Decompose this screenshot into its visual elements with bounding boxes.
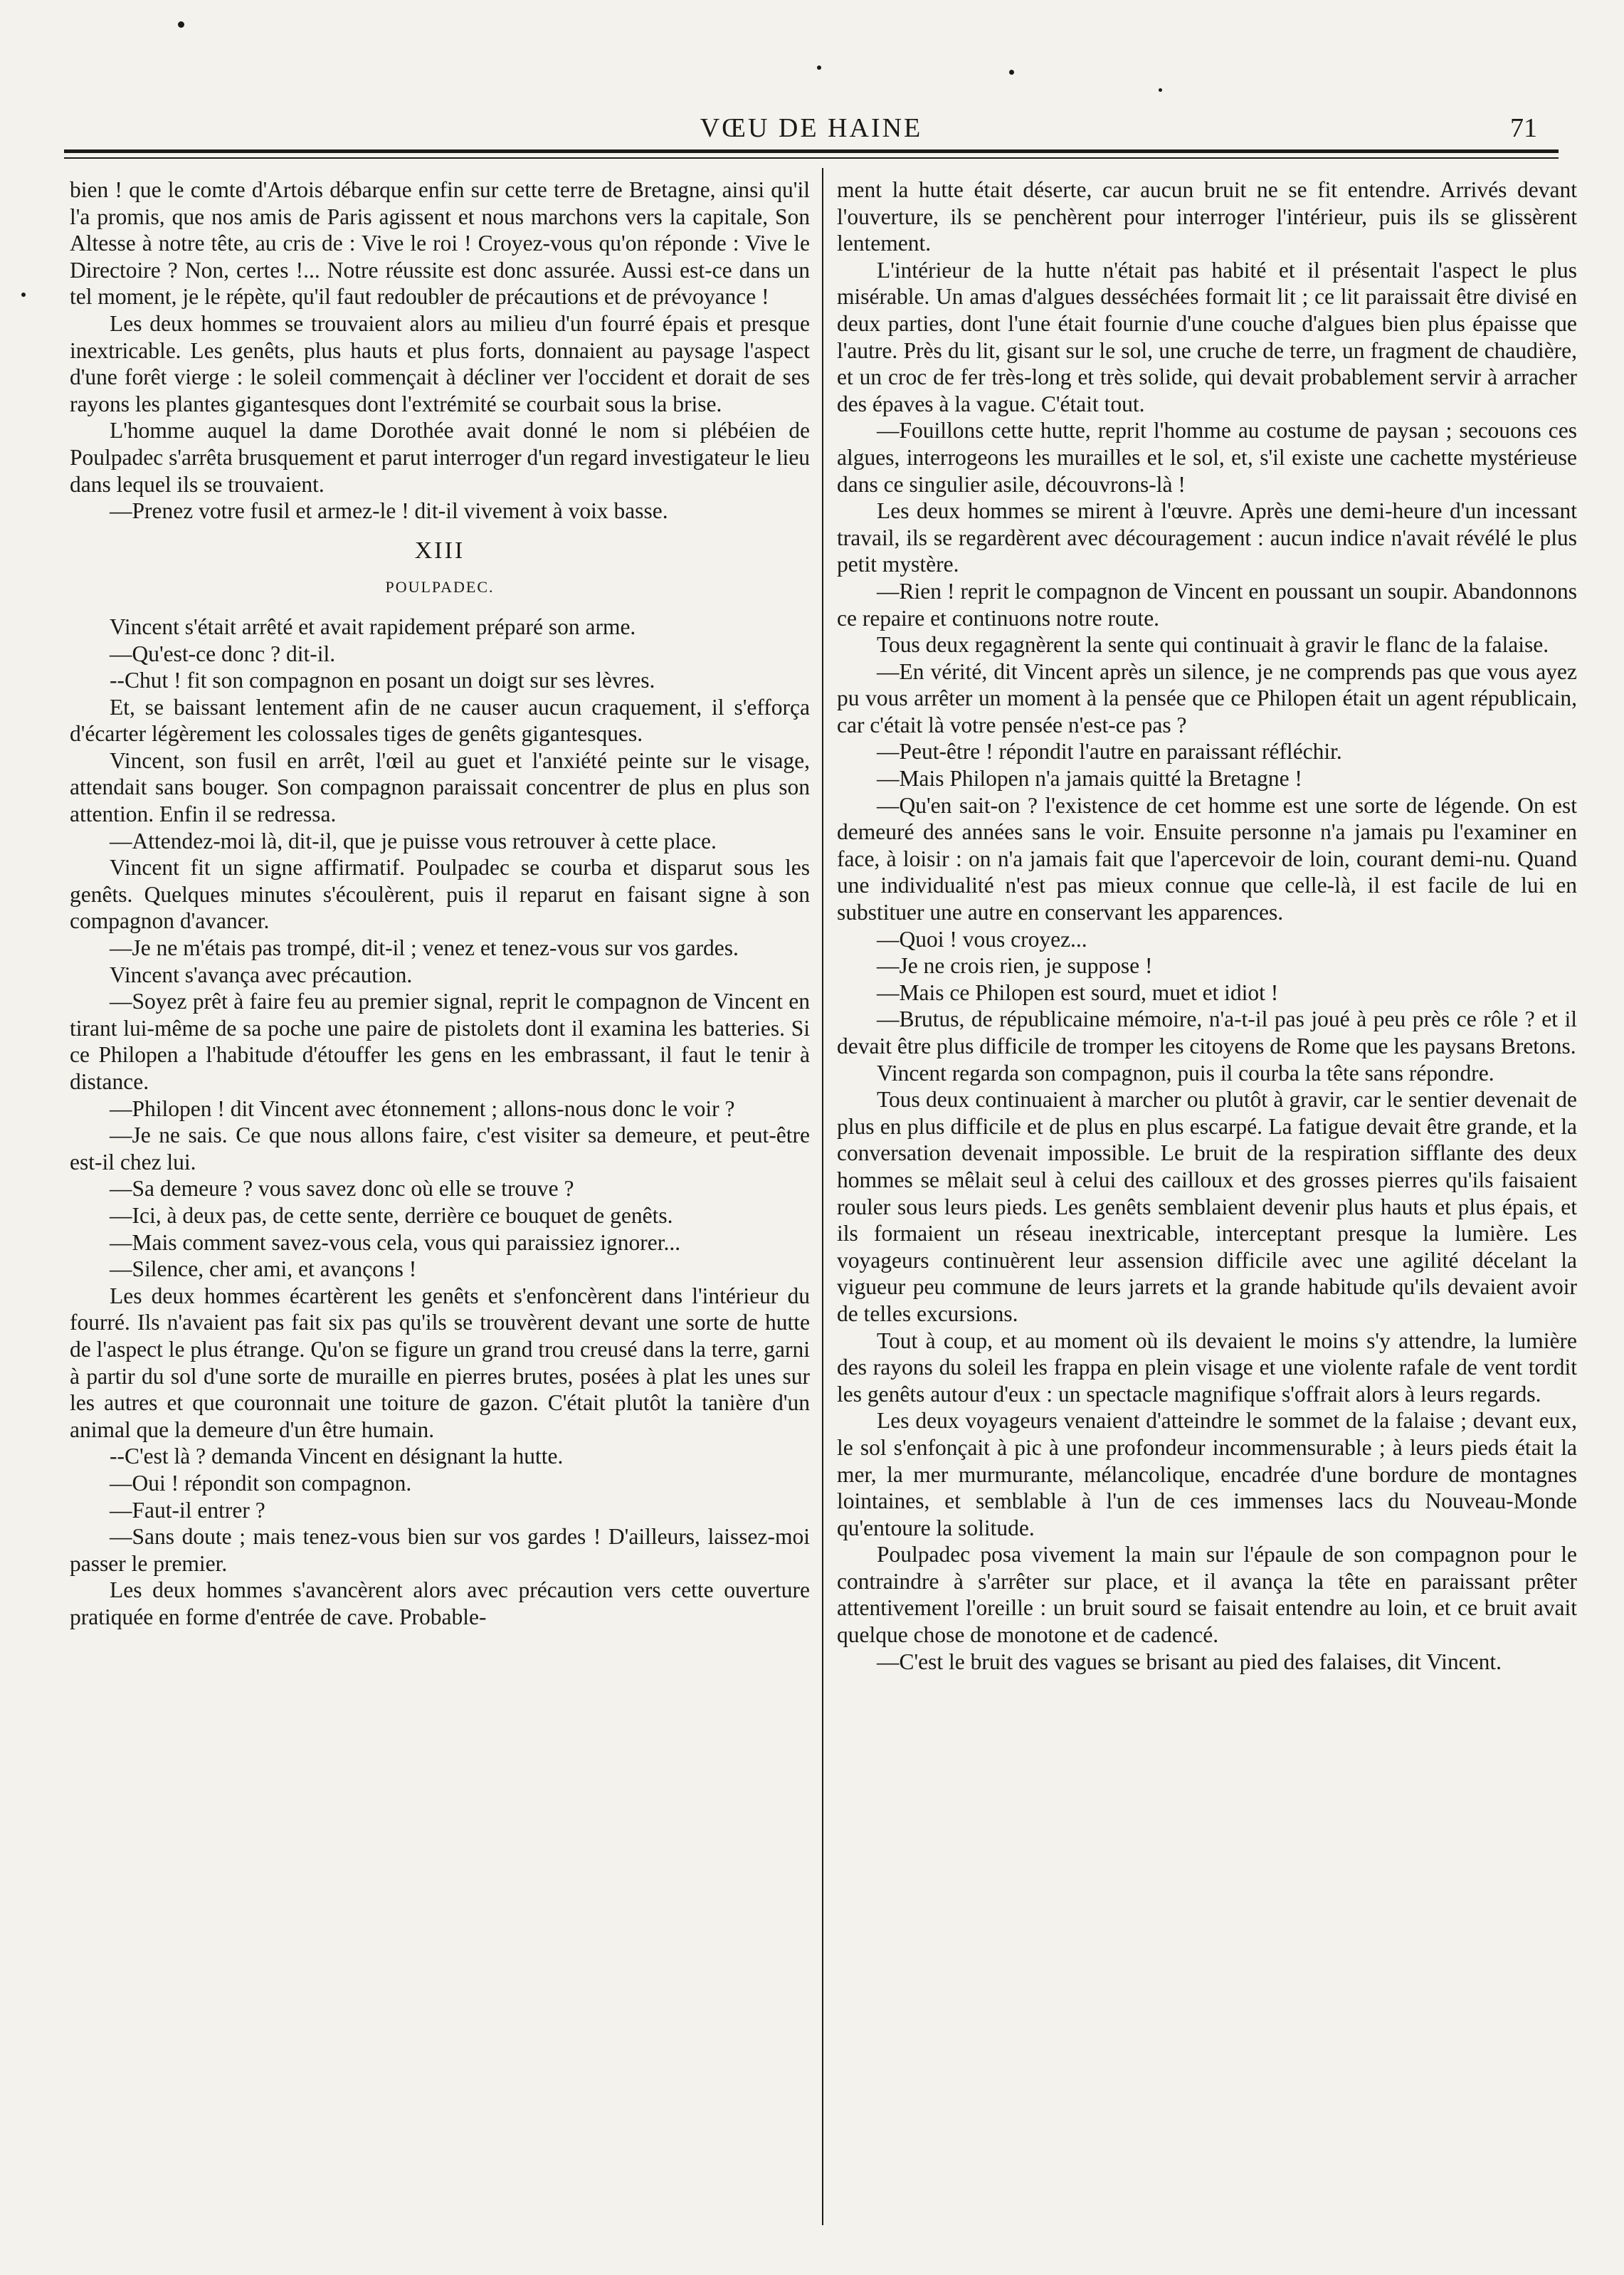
paragraph: —Rien ! reprit le compagnon de Vincent en poussant un soupir. Abandonnons ce repaire et continuons notre route. (837, 578, 1577, 631)
print-speck (1159, 88, 1162, 92)
paragraph: —Prenez votre fusil et armez-le ! dit-il vivement à voix basse. (110, 498, 668, 524)
right-column (837, 177, 1577, 1675)
paragraph: Vincent fit un signe affirmatif. Poulpadec se courba et disparut sous les genêts. Quelques minutes s'écoulèrent, puis il reparut en faisant signe à son compagnon d'avancer. (70, 855, 810, 934)
paragraph: Tout à coup, et au moment où ils devaient le moins s'y attendre, la lumière des rayons du soleil les frappa en plein visage et une violente rafale de vent tordit les genêts autour d'eux : un spectacle magnifique s'offrait alors à leurs regards. (837, 1328, 1577, 1407)
paragraph: Tous deux regagnèrent la sente qui continuait à gravir le flanc de la falaise. (877, 632, 1549, 658)
paragraph: —Qu'est-ce donc ? dit-il. (110, 641, 336, 666)
paragraph: Tous deux continuaient à marcher ou plutôt à gravir, car le sentier devenait de plus en plus difficile et de plus en plus escarpé. La fatigue devait être grande, et la conversation devenait impossible. Le bruit de la respiration sifflante des deux hommes se mêlait seul à celui des cailloux et des grosses pierres qu'ils faisaient rouler sous leurs pieds. Les genêts semblaient devenir plus hauts et plus épais, et ils formaient un réseau inextricable, interceptant presque la lumière. Les voyageurs continuèrent leur assension difficile avec une agilité décelant la vigueur peu commune de leurs jarrets et la grande habitude qu'ils devaient avoir de telles excursions. (837, 1087, 1577, 1326)
paragraph: --Chut ! fit son compagnon en posant un doigt sur ses lèvres. (110, 668, 655, 693)
paragraph: —Quoi ! vous croyez... (877, 926, 1087, 952)
paragraph: Les deux hommes écartèrent les genêts et s'enfoncèrent dans l'intérieur du fourré. Ils n'avaient pas fait six pas qu'ils se trouvèrent devant une sorte de hutte de l'aspect le plus étrange. Qu'on se figure un grand trou creusé dans la terre, garni à partir du sol d'une sorte de muraille en pierres brutes, posées à plat les unes sur les autres et que couronnait une toiture de gazon. C'était plutôt la tanière d'un animal que la demeure d'un être humain. (70, 1283, 810, 1442)
paragraph: Les deux hommes se trouvaient alors au milieu d'un fourré épais et presque inextricable. Les genêts, plus hauts et plus forts, donnaient au paysage l'aspect d'une forêt vierge : le soleil commençait à décliner ver l'occident et dorait de ses rayons les plantes gigantesques dont l'extrémité se courbait sous la brise. (70, 310, 810, 416)
paragraph: —Faut-il entrer ? (110, 1497, 265, 1523)
paragraph: Vincent, son fusil en arrêt, l'œil au guet et l'anxiété peinte sur le visage, attendait sans bouger. Son compagnon paraissait concentrer de plus en plus son attention. Enfin il se redressa. (70, 747, 810, 827)
paragraph: bien ! que le comte d'Artois débarque enfin sur cette terre de Bretagne, ainsi qu'il l'a promis, que nos amis de Paris agissent et nous marchons vers la capitale, Son Altesse à notre tête, au cris de : Vive le roi ! Croyez-vous qu'on réponde : Vive le Directoire ? Non, certes !... Notre réussite est donc assurée. Aussi est-ce dans un tel moment, je le répète, qu'il faut redoubler de précautions et de prévoyance ! (70, 177, 810, 310)
paragraph: Vincent s'était arrêté et avait rapidement préparé son arme. (110, 614, 636, 639)
header-rule-thin (64, 157, 1559, 159)
page-header (64, 105, 1559, 148)
paragraph: —Soyez prêt à faire feu au premier signal, reprit le compagnon de Vincent en tirant lui-même de sa poche une paire de pistolets dont il examina les batteries. Si ce Philopen a l'habitude d'étouffer les gens en les embrassant, il faut le tenir à distance. (70, 989, 810, 1094)
paragraph: —Fouillons cette hutte, reprit l'homme au costume de paysan ; secouons ces algues, interrogeons les murailles et le sol, et, s'il existe une cachette mystérieuse dans ce singulier asile, découvrons-là ! (837, 418, 1577, 497)
paragraph: —Mais Philopen n'a jamais quitté la Bretagne ! (877, 766, 1302, 792)
paragraph: Vincent s'avança avec précaution. (110, 962, 413, 987)
paragraph: ment la hutte était déserte, car aucun bruit ne se fit entendre. Arrivés devant l'ouverture, ils se penchèrent pour interroger l'intérieur, puis ils se glissèrent lentement. (837, 177, 1577, 256)
print-speck (21, 293, 26, 297)
paragraph: —Qu'en sait-on ? l'existence de cet homme est une sorte de légende. On est demeuré des années sans le voir. Ensuite personne n'a jamais pu l'examiner en face, à loisir : on n'a jamais fait que l'apercevoir de loin, courant demi-nu. Quand une individualité n'est pas mieux connue que celle-là, il est facile de lui en substituer une autre en conservant les apparences. (837, 792, 1577, 925)
paragraph: Et, se baissant lentement afin de ne causer aucun craquement, il s'efforça d'écarter légèrement les colossales tiges de genêts gigantesques. (70, 694, 810, 747)
paragraph: L'intérieur de la hutte n'était pas habité et il présentait l'aspect le plus misérable. Un amas d'algues desséchées formait lit ; ce lit paraissait être divisé en deux parties, dont l'une était fournie d'une couche d'algues bien plus épaisse que l'autre. Près du lit, gisant sur le sol, une cruche de terre, un fragment de chaudière, et un croc de fer très-long et très solide, qui devait probablement servir à arracher des épaves à la vague. C'était tout. (837, 257, 1577, 416)
print-speck (178, 21, 184, 28)
left-column (70, 177, 810, 1630)
paragraph: Poulpadec posa vivement la main sur l'épaule de son compagnon pour le contraindre à s'arrêter sur place, et il avança la tête en paraissant prêter attentivement l'oreille : un bruit sourd se faisait entendre au loin, et ce bruit avait quelque chose de monotone et de cadencé. (837, 1542, 1577, 1648)
paragraph: —Oui ! répondit son compagnon. (110, 1470, 412, 1496)
paragraph: —Brutus, de républicaine mémoire, n'a-t-il pas joué à peu près ce rôle ? et il devait être plus difficile de tromper les citoyens de Rome que les paysans Bretons. (837, 1007, 1577, 1058)
paragraph: Les deux voyageurs venaient d'atteindre le sommet de la falaise ; devant eux, le sol s'enfonçait à pic à une profondeur incommensurable ; à leurs pieds était la mer, la mer murmurante, mélancolique, encadrée d'une bordure de montagnes lointaines, et semblable à l'un de ces immenses lacs du Nouveau-Monde qu'entoure la solitude. (837, 1408, 1577, 1540)
print-speck (1009, 70, 1014, 75)
chapter-number: XIII (414, 537, 465, 564)
paragraph: —Philopen ! dit Vincent avec étonnement ; allons-nous donc le voir ? (110, 1096, 735, 1121)
paragraph: L'homme auquel la dame Dorothée avait donné le nom si plébéien de Poulpadec s'arrêta brusquement et parut interroger d'un regard investigateur le lieu dans lequel ils se trouvaient. (70, 418, 810, 497)
paragraph: —Mais ce Philopen est sourd, muet et idiot ! (877, 979, 1279, 1005)
paragraph: —Ici, à deux pas, de cette sente, derrière ce bouquet de genêts. (110, 1202, 673, 1228)
page-number: 71 (1510, 113, 1537, 143)
paragraph: —Silence, cher ami, et avançons ! (110, 1256, 417, 1282)
print-speck (817, 65, 821, 70)
paragraph: —Peut-être ! répondit l'autre en paraissant réfléchir. (877, 739, 1342, 765)
header-rule (64, 149, 1559, 153)
paragraph: —Je ne sais. Ce que nous allons faire, c'est visiter sa demeure, et peut-être est-il chez lui. (70, 1123, 810, 1175)
paragraph: --C'est là ? demanda Vincent en désignant la hutte. (110, 1444, 564, 1469)
paragraph: Vincent regarda son compagnon, puis il courba la tête sans répondre. (877, 1060, 1494, 1086)
paragraph: —Je ne m'étais pas trompé, dit-il ; venez et tenez-vous sur vos gardes. (110, 935, 739, 961)
paragraph: —Attendez-moi là, dit-il, que je puisse vous retrouver à cette place. (110, 828, 717, 853)
paragraph: —Je ne crois rien, je suppose ! (877, 953, 1153, 979)
paragraph: —C'est le bruit des vagues se brisant au pied des falaises, dit Vincent. (877, 1649, 1502, 1674)
paragraph: —Mais comment savez-vous cela, vous qui paraissiez ignorer... (110, 1229, 681, 1255)
paragraph: —Sans doute ; mais tenez-vous bien sur vos gardes ! D'ailleurs, laissez-moi passer le premier. (70, 1524, 810, 1576)
paragraph: Les deux hommes s'avancèrent alors avec précaution vers cette ouverture pratiquée en forme d'entrée de cave. Probable- (70, 1577, 810, 1629)
running-title: VŒU DE HAINE (700, 113, 923, 143)
column-divider (822, 168, 823, 2225)
paragraph: —Sa demeure ? vous savez donc où elle se trouve ? (110, 1176, 574, 1202)
paragraph: Les deux hommes se mirent à l'œuvre. Après une demi-heure d'un incessant travail, ils se regardèrent avec découragement : aucun indice n'avait révélé le plus petit mystère. (837, 498, 1577, 577)
paragraph: —En vérité, dit Vincent après un silence, je ne comprends pas que vous ayez pu vous arrêter un moment à la pensée que ce Philopen était un agent républicain, car c'était là votre pensée n'est-ce pas ? (837, 658, 1577, 737)
chapter-title: POULPADEC. (385, 578, 495, 597)
